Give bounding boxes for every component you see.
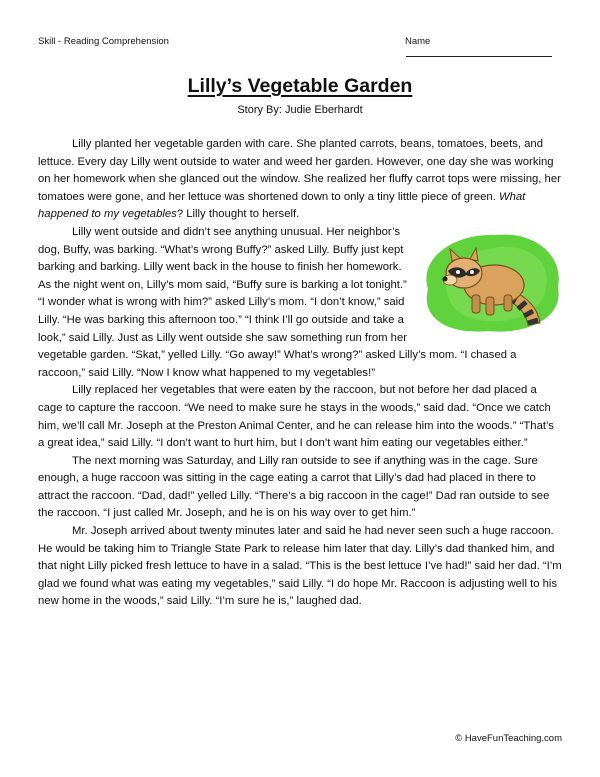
paragraph-1-italic: What happened to my vegetables [38,190,526,221]
paragraph-3: Lilly replaced her vegetables that were eaten by the raccoon, but not before her dad placed a cage to capture the raccoon. “We need to make sure he stays in the woods,” said dad. “Once we catch him, we’ll call Mr. Joseph at the Preston Animal Center, and he can release him into the woods.” “That’s a great idea,” said Lilly. “I don’t want to hurt him, but I don’t want him eating our vegetables either.” [38,384,554,450]
name-label: Name [405,36,431,47]
paragraph-5: Mr. Joseph arrived about twenty minutes later and said he had never seen such a huge raccoon. He would be taking him to Triangle State Park to release him later that day. Lilly’s dad thanked him, and that night Lilly picked fresh lettuce to have in a salad. “This is the best lettuce I’ve had!” said her dad. “I’m glad we found what was eating my vegetables,” said Lilly. “I do hope Mr. Raccoon is adjusting well to his new home in the woods,” said Lilly. “I’m sure he is,” laughed dad. [38,525,562,608]
paragraph-2 [38,224,562,382]
name-field [405,36,562,60]
story-byline: Story By: Judie Eberhardt [237,104,363,116]
copyright-footer: © HaveFunTeaching.com [455,733,562,744]
paragraph-2-text: Lilly went outside and didn’t see anything unusual. Her neighbor’s dog, Buffy, was barking. “What’s wrong Buffy?” asked Lilly. Buffy just kept barking and barking. Lilly went back in the house to finish her homework. As the night went on, Lilly’s mom said, “Buffy sure is barking a lot tonight.” “I wonder what is wrong with him?” asked Lilly’s mom. “I don’t know,” said Lilly. “He was barking this afternoon too.” “I think I’ll go outside and take a look,” said Lilly. Just as Lilly went outside she saw something run from her vegetable garden. “Skat,” yelled Lilly. “Go away!” What’s wrong?” asked Lilly’s mom. “I chased a raccoon,” said Lilly. “Now I know what happened to my vegetables!” [38,225,517,379]
paragraph-1 [38,136,562,224]
raccoon-icon [416,227,566,337]
raccoon-illustration [416,227,566,337]
story-body [38,136,562,611]
worksheet-header [38,36,562,50]
name-blank-line [406,47,552,57]
skill-label: Skill - Reading Comprehension [38,36,169,47]
paragraph-1-text: Lilly planted her vegetable garden with care. She planted carrots, beans, tomatoes, beets, and lettuce. Every day Lilly went outside to water and weed her garden. However, one day she was working on her homework when she glanced out the window. She realized her fluffy carrot tops were missing, her tomatoes were gone, and her lettuce was shortened down to only a tiny little piece of green. [38,138,561,203]
story-title: Lilly’s Vegetable Garden [187,75,413,97]
paragraph-1-end: ? Lilly thought to herself. [176,208,300,221]
paragraph-4: The next morning was Saturday, and Lilly ran outside to see if anything was in the cage. Sure enough, a huge raccoon was sitting in the cage eating a carrot that Lilly’s dad had placed in there to attract the raccoon. “Dad, dad!” yelled Lilly. “There’s a big raccoon in the cage!” Dad ran outside to see the raccoon. “I just called Mr. Joseph, and he is on his way over to get him.” [38,454,550,520]
